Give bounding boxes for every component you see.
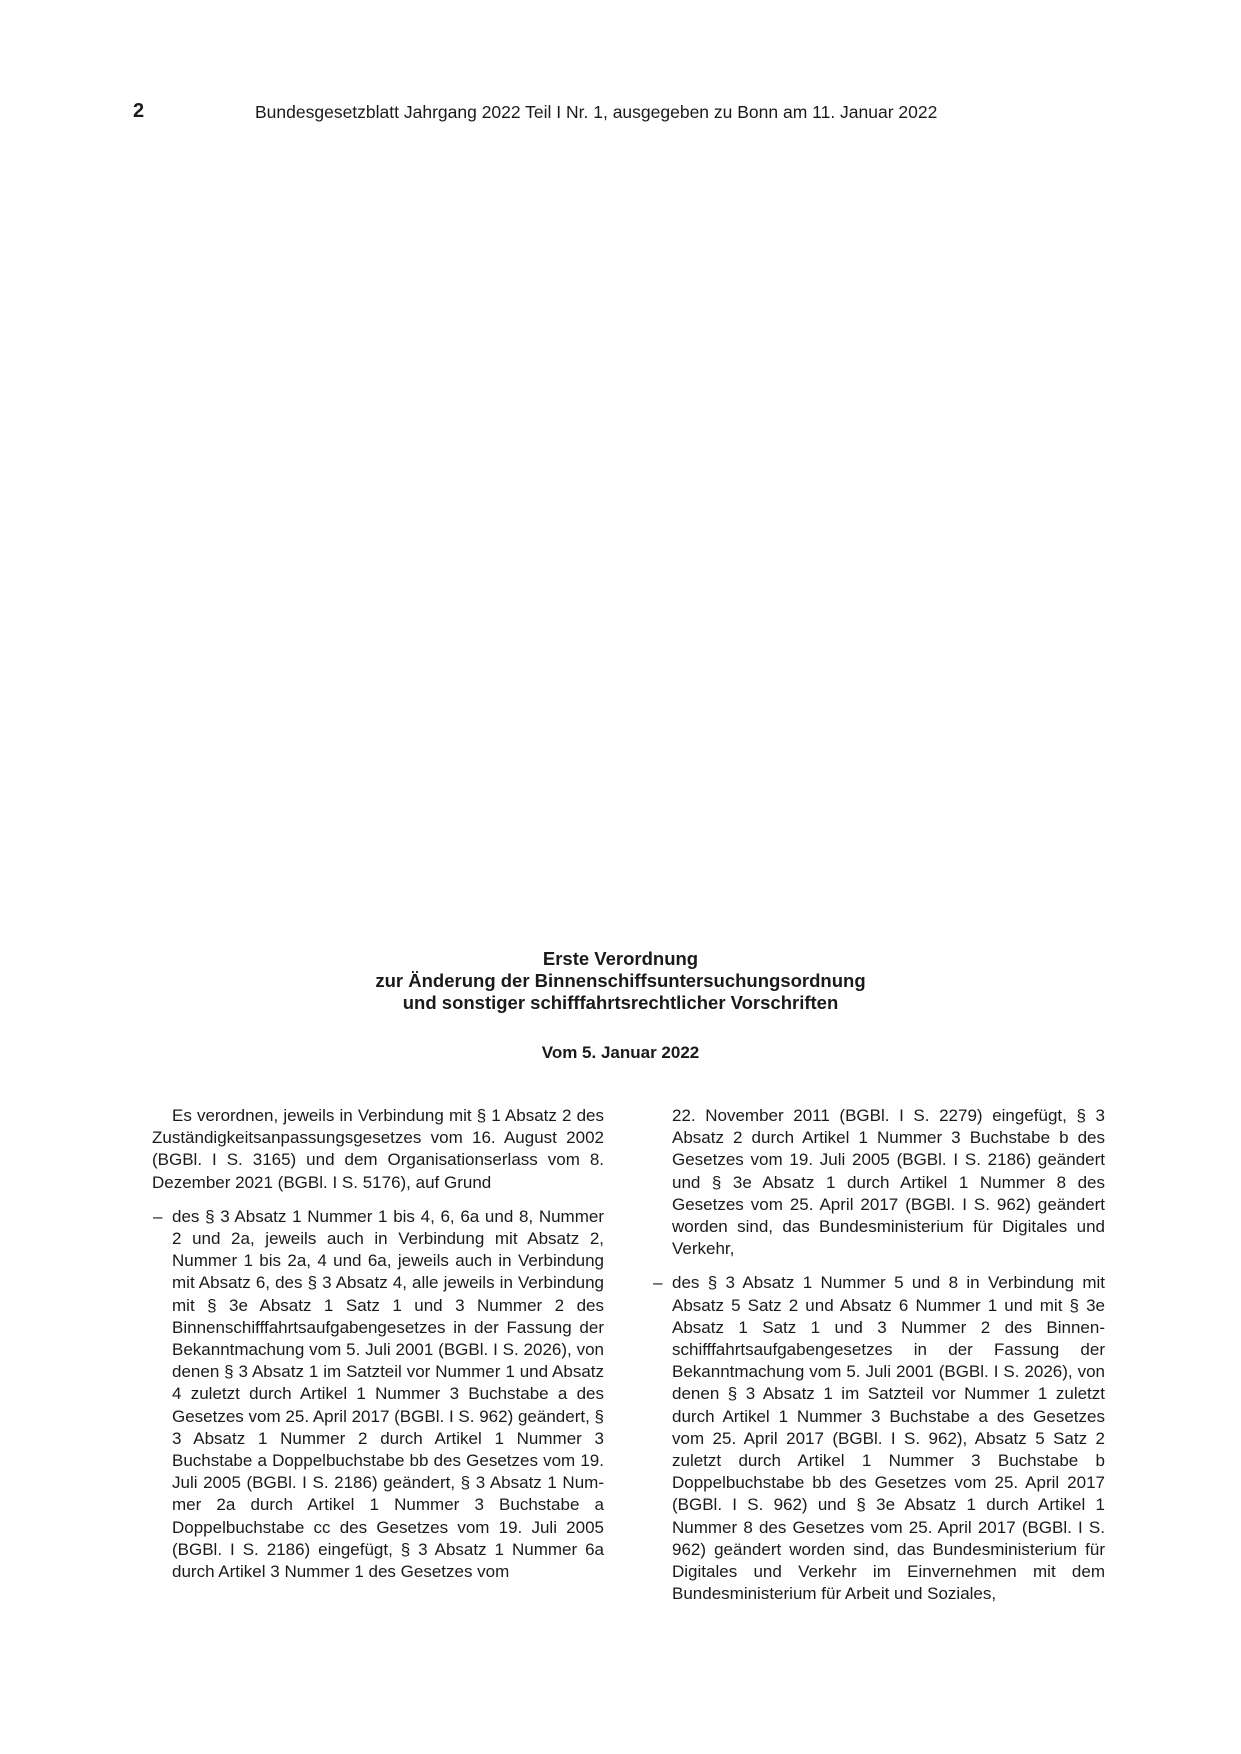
running-head: Bundesgesetzblatt Jahrgang 2022 Teil I Nr. 1, ausgegeben zu Bonn am 11. Januar 2022 xyxy=(255,102,938,122)
title-line-2: zur Änderung der Binnenschiffsuntersuchungsordnung xyxy=(375,970,866,991)
right-column xyxy=(652,1105,1105,1605)
left-column xyxy=(152,1105,604,1583)
title-line-1: Erste Verordnung xyxy=(542,948,699,969)
title-line-3: und sonstiger schifffahrtsrechtlicher Vorschriften xyxy=(402,992,839,1013)
list-item-1: – des § 3 Absatz 1 Nummer 1 bis 4, 6, 6a und 8, Nummer 2 und 2a, jeweils auch in Verbindung mit Absatz 2, Nummer 1 bis 2a, 4 und 6a, jeweils auch in Verbindung mit Absatz 6, des § 3 Absatz 4, alle jeweils in Verbindung mit § 3e Absatz 1 Satz 1 und 3 Nummer 2 des Binnenschifffahrtsaufgabengesetzes in der Fassung der Bekanntmachung vom 5. Juli 2001 (BGBl. I S. 2026), von denen § 3 Absatz 1 im Satzteil vor Nummer 1 und Absatz 4 zuletzt durch Artikel 1 Nummer 3 Buchstabe a des Gesetzes vom 25. April 2017 (BGBl. I S. 962) geändert, § 3 Absatz 1 Nummer 2 durch Artikel 1 Nummer 3 Buchstabe a Doppelbuchstabe bb des Gesetzes vom 19. Juli 2005 (BGBl. I S. 2186) geändert, § 3 Absatz 1 Nummer 2a durch Artikel 1 Nummer 3 Buchstabe a Doppelbuchstabe cc des Gesetzes vom 19. Juli 2005 (BGBl. I S. 2186) eingefügt, § 3 Absatz 1 Nummer 6a durch Artikel 3 Nummer 1 des Gesetzes vom xyxy=(152,1206,604,1583)
document-date: Vom 5. Januar 2022 xyxy=(541,1043,700,1062)
document-title xyxy=(244,948,997,1014)
page-number: 2 xyxy=(133,100,145,122)
list-item-1-continuation: 22. November 2011 (BGBl. I S. 2279) eingefügt, § 3 Absatz 2 durch Artikel 1 Nummer 3 Buchstabe b des Gesetzes vom 19. Juli 2005 (BGBl. I S. 2186) geändert und § 3e Absatz 1 durch Artikel 1 Nummer 8 des Gesetzes vom 25. April 2017 (BGBl. I S. 962) geändert worden sind, das Bundesministerium für Digitales und Verkehr, xyxy=(672,1106,1105,1259)
list-item-2: – des § 3 Absatz 1 Nummer 5 und 8 in Verbindung mit Absatz 5 Satz 2 und Absatz 6 Nummer 1 und mit § 3e Absatz 1 Satz 1 und 3 Nummer 2 des Binnenschifffahrtsaufgabengesetzes in der Fassung der Bekanntmachung vom 5. Juli 2001 (BGBl. I S. 2026), von denen § 3 Absatz 1 im Satzteil vor Nummer 1 zuletzt durch Artikel 1 Nummer 3 Buchstabe a des Gesetzes vom 25. April 2017 (BGBl. I S. 962), Absatz 5 Satz 2 zuletzt durch Artikel 1 Nummer 3 Buchstabe b Doppelbuchstabe bb des Gesetzes vom 25. April 2017 (BGBl. I S. 962) und § 3e Absatz 1 durch Artikel 1 Nummer 8 des Gesetzes vom 25. April 2017 (BGBl. I S. 962) geändert worden sind, das Bundesministerium für Digitales und Verkehr im Einvernehmen mit dem Bundesministerium für Arbeit und Soziales, xyxy=(652,1272,1105,1605)
intro-paragraph: Es verordnen, jeweils in Verbindung mit § 1 Absatz 2 des Zuständigkeitsanpassungsgesetzes vom 16. August 2002 (BGBl. I S. 3165) und dem Organisationserlass vom 8. Dezember 2021 (BGBl. I S. 5176), auf Grund xyxy=(152,1106,604,1192)
